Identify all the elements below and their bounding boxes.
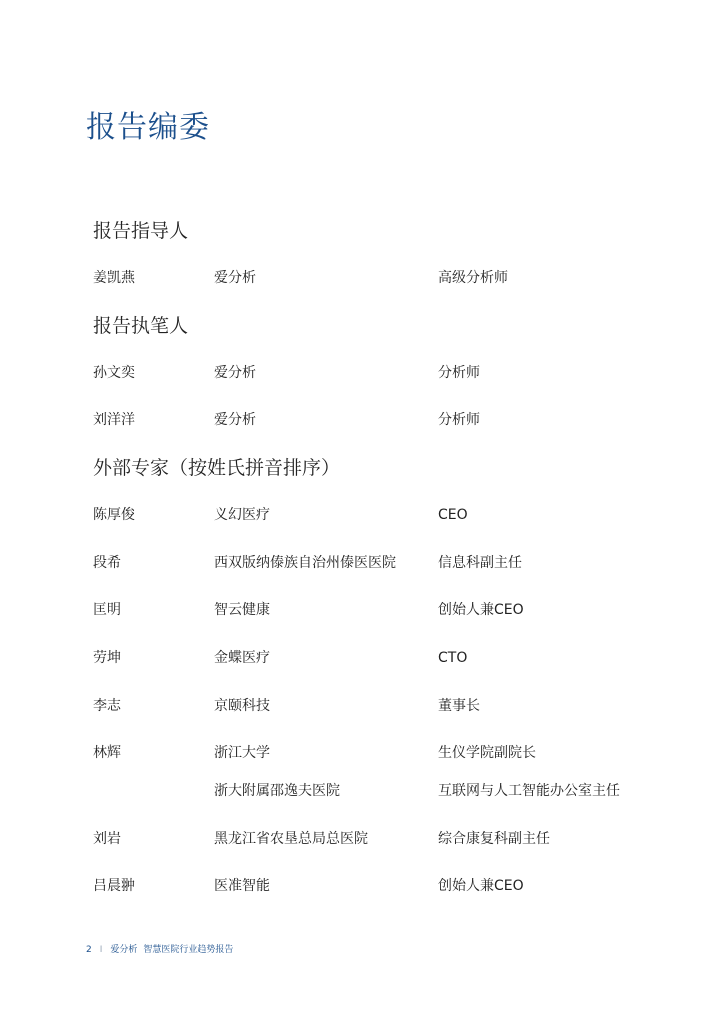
member-name: 劳坤 [93,650,121,666]
member-name: 陈厚俊 [93,507,135,523]
member-org: 智云健康 [214,602,270,618]
member-role: 创始人兼CEO [438,878,524,894]
member-role: 互联网与人工智能办公室主任 [438,783,620,799]
table-row [0,552,725,574]
section-heading-writers: 报告执笔人 [93,315,189,337]
member-role: 信息科副主任 [438,555,522,571]
page-title: 报告编委 [86,110,210,145]
footer-separator: I [99,945,103,955]
member-name: 匡明 [93,602,121,618]
table-row [0,742,725,764]
member-role: 董事长 [438,698,480,714]
table-row [0,504,725,526]
member-org: 浙大附属邵逸夫医院 [214,783,340,799]
member-role: 分析师 [438,365,480,381]
member-role: CTO [438,650,468,666]
member-name: 吕晨翀 [93,878,135,894]
member-name: 刘洋洋 [93,412,135,428]
table-row [0,780,725,802]
table-row [0,828,725,850]
member-org: 浙江大学 [214,745,270,761]
table-row [0,695,725,717]
member-role: 分析师 [438,412,480,428]
member-org: 医准智能 [214,878,270,894]
member-name: 刘岩 [93,831,121,847]
member-org: 爱分析 [214,270,256,286]
table-row [0,647,725,669]
member-org: 京颐科技 [214,698,270,714]
member-name: 段希 [93,555,121,571]
page-footer [86,943,233,957]
page-number: 2 [86,945,92,955]
section-heading-experts: 外部专家（按姓氏拼音排序） [93,457,341,479]
table-row [0,362,725,384]
member-org: 义幻医疗 [214,507,270,523]
member-org: 爱分析 [214,412,256,428]
member-org: 黑龙江省农垦总局总医院 [214,831,368,847]
member-role: CEO [438,507,468,523]
member-org: 爱分析 [214,365,256,381]
member-org: 金蝶医疗 [214,650,270,666]
section-heading-guide: 报告指导人 [93,220,189,242]
member-name: 林辉 [93,745,121,761]
member-name: 孙文奕 [93,365,135,381]
table-row [0,267,725,289]
member-role: 创始人兼CEO [438,602,524,618]
member-org: 西双版纳傣族自治州傣医医院 [214,555,396,571]
member-role: 高级分析师 [438,270,508,286]
member-role: 生仪学院副院长 [438,745,536,761]
table-row [0,875,725,897]
member-role: 综合康复科副主任 [438,831,550,847]
member-name: 姜凯燕 [93,270,135,286]
footer-report-title: 智慧医院行业趋势报告 [143,945,234,955]
table-row [0,599,725,621]
footer-brand: 爱分析 [110,945,138,955]
member-name: 李志 [93,698,121,714]
table-row [0,409,725,431]
